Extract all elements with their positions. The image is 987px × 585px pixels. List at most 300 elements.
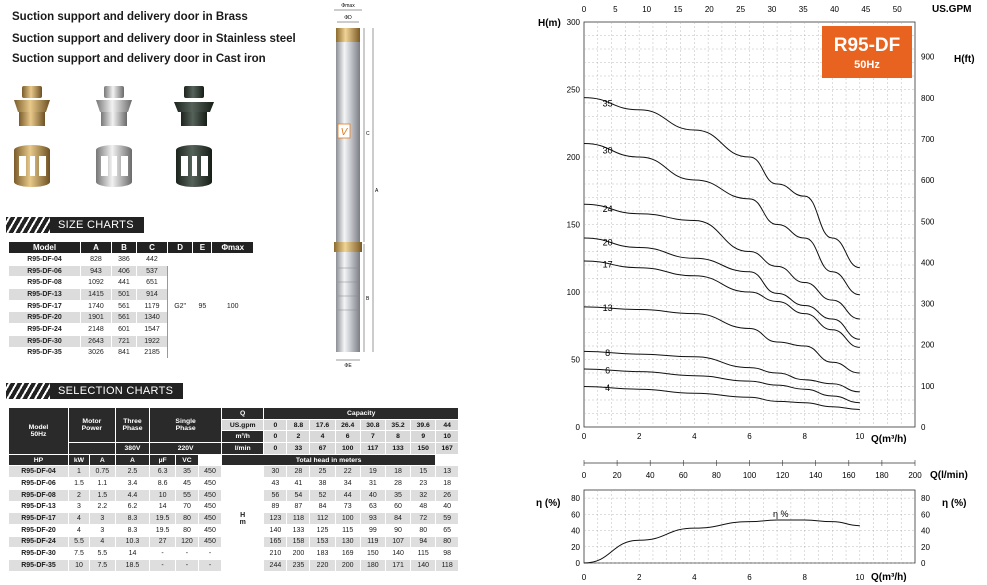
- selection-model-cell: R95-DF-20: [9, 524, 69, 536]
- size-value-cell: 501: [111, 289, 136, 301]
- size-d-cell: G2": [167, 254, 192, 359]
- lmin-tick: 200: [908, 471, 922, 480]
- head-value-cell: 40: [436, 501, 459, 513]
- head-value-cell: 133: [287, 524, 310, 536]
- selection-spec-cell: 27: [150, 536, 176, 548]
- lmin-tick: 0: [581, 471, 587, 480]
- selection-spec-cell: 10: [150, 489, 176, 501]
- eta-tick-right: 20: [921, 542, 930, 552]
- selection-model-cell: R95-DF-24: [9, 536, 69, 548]
- head-value-cell: 118: [287, 513, 310, 525]
- unit-m3h: m³/h: [222, 431, 264, 443]
- head-value-cell: 18: [436, 478, 459, 490]
- selection-spec-cell: 10: [69, 559, 90, 571]
- hm-axis-label: H(m): [538, 18, 561, 29]
- size-phimax-cell: 100: [212, 254, 254, 359]
- selection-spec-cell: 3: [69, 501, 90, 513]
- sub-blank: [198, 454, 221, 466]
- q-tick: 0: [581, 432, 587, 441]
- size-model-cell: R95-DF-06: [9, 265, 81, 277]
- head-value-cell: 87: [287, 501, 310, 513]
- selection-spec-cell: 4: [89, 536, 115, 548]
- size-value-cell: 601: [111, 324, 136, 336]
- selection-spec-cell: 6.3: [150, 466, 176, 478]
- selection-chart-table: [8, 407, 459, 572]
- head-value-cell: 140: [264, 524, 287, 536]
- hft-tick: 400: [921, 258, 935, 268]
- hft-tick: 200: [921, 340, 935, 350]
- q-tick: 8: [802, 432, 807, 441]
- selection-spec-cell: 35: [175, 466, 198, 478]
- selection-spec-cell: 4: [69, 513, 90, 525]
- sub-hp: HP: [9, 454, 69, 466]
- q-tick: 6: [747, 432, 752, 441]
- hft-tick: 100: [921, 381, 935, 391]
- size-value-cell: 561: [111, 312, 136, 324]
- selection-model-cell: R95-DF-17: [9, 513, 69, 525]
- hm-tick: 300: [566, 18, 580, 27]
- head-value-cell: 54: [287, 489, 310, 501]
- cap-m3h-3: 6: [335, 431, 360, 443]
- badge-model: R95-DF: [833, 35, 901, 56]
- q-tick: 2: [636, 432, 642, 441]
- head-value-cell: 60: [385, 501, 410, 513]
- head-curve-24: [584, 204, 860, 319]
- selection-spec-cell: 80: [175, 524, 198, 536]
- sel-motor-label: Motor: [82, 418, 102, 426]
- pump-phid-label: ΦD: [344, 15, 352, 21]
- selection-model-cell: R95-DF-13: [9, 501, 69, 513]
- size-model-cell: R95-DF-20: [9, 312, 81, 324]
- castiron-strainer-image: [172, 144, 216, 188]
- lmin-tick: 80: [711, 471, 721, 480]
- pump-brand-letter: V: [340, 127, 348, 138]
- pump-b-label: B: [366, 296, 370, 302]
- selection-spec-cell: 1.5: [89, 489, 115, 501]
- selection-spec-cell: 4.4: [115, 489, 150, 501]
- head-value-cell: 80: [411, 524, 436, 536]
- selection-spec-cell: 8.6: [150, 478, 176, 490]
- unit-lmin: l/min: [222, 443, 264, 455]
- gpm-tick: 30: [767, 5, 777, 14]
- brass-strainer-image: [10, 144, 54, 188]
- cap-lmin-4: 117: [360, 443, 385, 455]
- selection-spec-cell: 45: [175, 478, 198, 490]
- sel-single-label: Single: [175, 418, 196, 426]
- hm-tick: 200: [566, 153, 580, 162]
- head-value-cell: 84: [310, 501, 335, 513]
- q-tick-bottom: 0: [581, 573, 587, 582]
- size-value-cell: 2643: [81, 335, 112, 347]
- size-charts-title: SIZE CHARTS: [50, 217, 144, 233]
- selection-spec-cell: 4: [69, 524, 90, 536]
- head-value-cell: 98: [436, 548, 459, 560]
- head-value-cell: 150: [360, 548, 385, 560]
- head-value-cell: 59: [436, 513, 459, 525]
- selection-spec-cell: 450: [198, 478, 221, 490]
- cap-m3h-2: 4: [310, 431, 335, 443]
- hm-h: H: [240, 511, 246, 519]
- cap-gpm-4: 30.8: [360, 419, 385, 431]
- gpm-tick: 0: [581, 5, 587, 14]
- selection-spec-cell: 450: [198, 513, 221, 525]
- pump-drawing: [300, 0, 396, 370]
- head-value-cell: 22: [335, 466, 360, 478]
- head-value-cell: 130: [335, 536, 360, 548]
- head-value-cell: 26: [436, 489, 459, 501]
- head-value-cell: 119: [360, 536, 385, 548]
- size-value-cell: 1415: [81, 289, 112, 301]
- selection-charts-title: SELECTION CHARTS: [50, 383, 183, 399]
- selection-spec-cell: 8.3: [115, 524, 150, 536]
- cap-m3h-7: 10: [436, 431, 459, 443]
- selection-spec-cell: 0.75: [89, 466, 115, 478]
- sel-phase-label: Phase: [122, 425, 143, 433]
- lmin-tick: 180: [875, 471, 889, 480]
- selection-spec-cell: 5.5: [69, 536, 90, 548]
- head-value-cell: 165: [264, 536, 287, 548]
- lmin-tick: 60: [678, 471, 688, 480]
- head-value-cell: 32: [411, 489, 436, 501]
- selection-spec-cell: 3.4: [115, 478, 150, 490]
- v380-label: 380V: [115, 443, 150, 455]
- head-value-cell: 153: [310, 536, 335, 548]
- gpm-tick: 20: [704, 5, 714, 14]
- hm-tick: 250: [566, 85, 580, 95]
- curve-label: 13: [602, 303, 613, 314]
- sub-vc: VC: [175, 454, 198, 466]
- cap-gpm-0: 0: [264, 419, 287, 431]
- head-value-cell: 52: [310, 489, 335, 501]
- selection-spec-cell: 120: [175, 536, 198, 548]
- curve-label: 8: [605, 347, 611, 358]
- head-value-cell: 73: [335, 501, 360, 513]
- sel-single-header: [150, 408, 222, 443]
- head-value-cell: 107: [385, 536, 410, 548]
- size-value-cell: 1092: [81, 277, 112, 289]
- selection-spec-cell: 450: [198, 536, 221, 548]
- size-e-cell: 95: [193, 254, 212, 359]
- total-head-header: Total head in meters: [222, 454, 436, 466]
- unit-gpm: US.gpm: [222, 419, 264, 431]
- selection-charts-bar: [6, 383, 183, 399]
- lmin-tick: 160: [842, 471, 856, 480]
- eta-tick: 60: [571, 510, 580, 520]
- selection-spec-cell: 6.2: [115, 501, 150, 513]
- performance-chart: [536, 0, 987, 585]
- size-col-phimax: Φmax: [212, 242, 254, 254]
- size-col-b: B: [111, 242, 136, 254]
- head-value-cell: 41: [287, 478, 310, 490]
- head-value-cell: 18: [385, 466, 410, 478]
- selection-spec-cell: 1.5: [69, 478, 90, 490]
- selection-spec-cell: 5.5: [89, 548, 115, 560]
- curve-label: 24: [602, 203, 613, 214]
- head-value-cell: 40: [360, 489, 385, 501]
- sel-single-phase-label: Phase: [175, 425, 196, 433]
- pump-phie-label: ΦE: [344, 363, 352, 369]
- size-value-cell: 442: [137, 254, 168, 266]
- size-charts-bar: [6, 217, 144, 233]
- sel-q-header: Q: [222, 408, 264, 420]
- head-value-cell: 140: [385, 548, 410, 560]
- selection-spec-cell: 14: [115, 548, 150, 560]
- gpm-tick: 45: [861, 5, 871, 14]
- selection-model-cell: R95-DF-08: [9, 489, 69, 501]
- head-value-cell: 19: [360, 466, 385, 478]
- selection-spec-cell: 450: [198, 489, 221, 501]
- cap-lmin-1: 33: [287, 443, 310, 455]
- selection-spec-cell: 7.5: [89, 559, 115, 571]
- head-value-cell: 56: [264, 489, 287, 501]
- cap-m3h-4: 7: [360, 431, 385, 443]
- size-col-a: A: [81, 242, 112, 254]
- heading-castiron: Suction support and delivery door in Cast iron: [12, 53, 266, 65]
- cap-gpm-6: 39.6: [411, 419, 436, 431]
- stainless-support-image: [92, 84, 136, 128]
- size-value-cell: 561: [111, 300, 136, 312]
- head-curve-20: [584, 238, 860, 339]
- hft-tick: 700: [921, 134, 935, 144]
- cap-gpm-7: 44: [436, 419, 459, 431]
- size-model-cell: R95-DF-13: [9, 289, 81, 301]
- gpm-axis-label: US.GPM: [932, 4, 972, 15]
- lmin-tick: 20: [612, 471, 622, 480]
- selection-spec-cell: 19.5: [150, 513, 176, 525]
- gpm-tick: 50: [892, 5, 902, 14]
- sel-three-label: Three: [123, 418, 142, 426]
- head-value-cell: 23: [411, 478, 436, 490]
- size-model-cell: R95-DF-35: [9, 347, 81, 359]
- size-value-cell: 537: [137, 265, 168, 277]
- hft-tick: 300: [921, 299, 935, 309]
- cap-lmin-2: 67: [310, 443, 335, 455]
- head-value-cell: 94: [411, 536, 436, 548]
- head-value-cell: 210: [264, 548, 287, 560]
- head-value-cell: 25: [310, 466, 335, 478]
- q-tick-bottom: 4: [692, 573, 697, 582]
- selection-spec-cell: 2.5: [115, 466, 150, 478]
- sub-kw: kW: [69, 454, 90, 466]
- q-axis-label-bottom: Q(m³/h): [871, 572, 907, 583]
- lmin-tick: 100: [742, 471, 757, 480]
- size-model-cell: R95-DF-04: [9, 254, 81, 266]
- lmin-tick: 140: [809, 471, 823, 480]
- head-value-cell: 90: [385, 524, 410, 536]
- selection-model-cell: R95-DF-35: [9, 559, 69, 571]
- cap-gpm-3: 26.4: [335, 419, 360, 431]
- size-value-cell: 828: [81, 254, 112, 266]
- size-value-cell: 1922: [137, 335, 168, 347]
- cap-lmin-3: 100: [335, 443, 360, 455]
- cap-lmin-5: 133: [385, 443, 410, 455]
- size-chart-table: [8, 241, 254, 359]
- cap-lmin-0: 0: [264, 443, 287, 455]
- size-value-cell: 721: [111, 335, 136, 347]
- size-col-d: D: [167, 242, 192, 254]
- sel-blank: [69, 443, 116, 455]
- size-value-cell: 841: [111, 347, 136, 359]
- head-value-cell: 48: [411, 501, 436, 513]
- size-col-model: Model: [9, 242, 81, 254]
- selection-spec-cell: 8.3: [115, 513, 150, 525]
- selection-spec-cell: -: [198, 559, 221, 571]
- cap-gpm-5: 35.2: [385, 419, 410, 431]
- lmin-tick: 120: [775, 471, 790, 480]
- q-tick-bottom: 10: [855, 573, 865, 582]
- curve-label: 6: [605, 365, 611, 376]
- sel-model-label: Model: [28, 423, 49, 431]
- head-value-cell: 35: [385, 489, 410, 501]
- cap-lmin-6: 150: [411, 443, 436, 455]
- selection-spec-cell: 2: [69, 489, 90, 501]
- sub-uf: µF: [150, 454, 176, 466]
- gpm-tick: 35: [798, 5, 808, 14]
- eta-tick-right: 80: [921, 494, 930, 504]
- head-value-cell: 65: [436, 524, 459, 536]
- curve-label: 35: [602, 98, 613, 109]
- eta-tick-right: 40: [921, 526, 930, 536]
- hm-tick: 100: [566, 288, 580, 297]
- gpm-tick: 10: [642, 5, 652, 14]
- size-value-cell: 943: [81, 265, 112, 277]
- size-model-cell: R95-DF-24: [9, 324, 81, 336]
- size-value-cell: 2148: [81, 324, 112, 336]
- selection-spec-cell: -: [150, 548, 176, 560]
- head-value-cell: 171: [385, 559, 410, 571]
- head-value-cell: 99: [360, 524, 385, 536]
- cap-gpm-2: 17.6: [310, 419, 335, 431]
- head-value-cell: 43: [264, 478, 287, 490]
- selection-spec-cell: -: [150, 559, 176, 571]
- selection-spec-cell: 19.5: [150, 524, 176, 536]
- selection-model-cell: R95-DF-06: [9, 478, 69, 490]
- gpm-tick: 5: [613, 5, 618, 14]
- head-value-cell: 34: [335, 478, 360, 490]
- pump-c-label: C: [366, 131, 370, 137]
- eta-tick: 40: [571, 526, 580, 536]
- head-value-cell: 89: [264, 501, 287, 513]
- selection-spec-cell: 450: [198, 466, 221, 478]
- head-value-cell: 244: [264, 559, 287, 571]
- selection-spec-cell: 18.5: [115, 559, 150, 571]
- selection-spec-cell: -: [175, 548, 198, 560]
- size-model-cell: R95-DF-30: [9, 335, 81, 347]
- head-value-cell: 84: [385, 513, 410, 525]
- head-value-cell: 140: [411, 559, 436, 571]
- cap-m3h-1: 2: [287, 431, 310, 443]
- sel-hz-label: 50Hz: [30, 430, 47, 438]
- pump-a-label: A: [375, 188, 379, 194]
- hft-tick: 0: [921, 423, 926, 432]
- cap-m3h-6: 9: [411, 431, 436, 443]
- eta-tick: 20: [571, 542, 580, 552]
- selection-spec-cell: 80: [175, 513, 198, 525]
- v220-label: 220V: [150, 443, 222, 455]
- size-value-cell: 386: [111, 254, 136, 266]
- selection-spec-cell: 450: [198, 501, 221, 513]
- eta-tick: 80: [571, 494, 580, 504]
- heading-stainless: Suction support and delivery door in Stainless steel: [12, 33, 296, 45]
- selection-spec-cell: 1: [69, 466, 90, 478]
- eta-tick: 0: [575, 559, 580, 568]
- hm-tick: 0: [575, 423, 580, 432]
- size-value-cell: 1547: [137, 324, 168, 336]
- head-value-cell: 235: [287, 559, 310, 571]
- q-tick: 4: [692, 432, 697, 441]
- pump-phimax-label: Φmax: [341, 3, 355, 9]
- head-value-cell: 38: [310, 478, 335, 490]
- size-value-cell: 1340: [137, 312, 168, 324]
- head-value-cell: 28: [287, 466, 310, 478]
- size-value-cell: 914: [137, 289, 168, 301]
- curve-label: 30: [602, 145, 613, 156]
- size-row: [9, 254, 254, 266]
- head-value-cell: 118: [436, 559, 459, 571]
- eta-tick-right: 0: [921, 559, 926, 568]
- hft-axis-label: H(ft): [954, 54, 975, 65]
- size-value-cell: 406: [111, 265, 136, 277]
- size-value-cell: 1740: [81, 300, 112, 312]
- brass-support-image: [10, 84, 54, 128]
- size-value-cell: 441: [111, 277, 136, 289]
- hft-tick: 500: [921, 217, 935, 227]
- sub-a3: A: [89, 454, 115, 466]
- selection-spec-cell: 70: [175, 501, 198, 513]
- hm-tick: 50: [571, 355, 580, 365]
- sel-power-label: Power: [81, 425, 103, 433]
- size-model-cell: R95-DF-08: [9, 277, 81, 289]
- selection-row: [9, 466, 459, 478]
- head-value-cell: 30: [264, 466, 287, 478]
- head-value-cell: 80: [436, 536, 459, 548]
- selection-spec-cell: 10.3: [115, 536, 150, 548]
- head-value-cell: 44: [335, 489, 360, 501]
- head-value-cell: 13: [436, 466, 459, 478]
- size-value-cell: 2185: [137, 347, 168, 359]
- head-value-cell: 220: [310, 559, 335, 571]
- q-tick-bottom: 6: [747, 573, 752, 582]
- curve-label: 17: [602, 259, 613, 270]
- gpm-tick: 25: [736, 5, 746, 14]
- head-value-cell: 115: [411, 548, 436, 560]
- head-value-cell: 125: [310, 524, 335, 536]
- size-value-cell: 1179: [137, 300, 168, 312]
- head-value-cell: 169: [335, 548, 360, 560]
- selection-spec-cell: 14: [150, 501, 176, 513]
- head-value-cell: 31: [360, 478, 385, 490]
- head-value-cell: 15: [411, 466, 436, 478]
- head-value-cell: 100: [335, 513, 360, 525]
- selection-spec-cell: -: [175, 559, 198, 571]
- selection-spec-cell: 450: [198, 524, 221, 536]
- size-value-cell: 651: [137, 277, 168, 289]
- eta-curve-label: η %: [773, 509, 789, 519]
- size-value-cell: 1901: [81, 312, 112, 324]
- eta-axis-label-left: η (%): [536, 498, 561, 509]
- q-tick: 10: [855, 432, 865, 441]
- selection-spec-cell: 3: [89, 513, 115, 525]
- gpm-tick: 40: [830, 5, 840, 14]
- q-tick-bottom: 2: [636, 573, 642, 582]
- selection-spec-cell: 2.2: [89, 501, 115, 513]
- selection-spec-cell: 1.1: [89, 478, 115, 490]
- selection-spec-cell: 7.5: [69, 548, 90, 560]
- eta-tick-right: 60: [921, 510, 930, 520]
- head-value-cell: 112: [310, 513, 335, 525]
- hft-tick: 800: [921, 93, 935, 103]
- hm-m: m: [239, 518, 246, 526]
